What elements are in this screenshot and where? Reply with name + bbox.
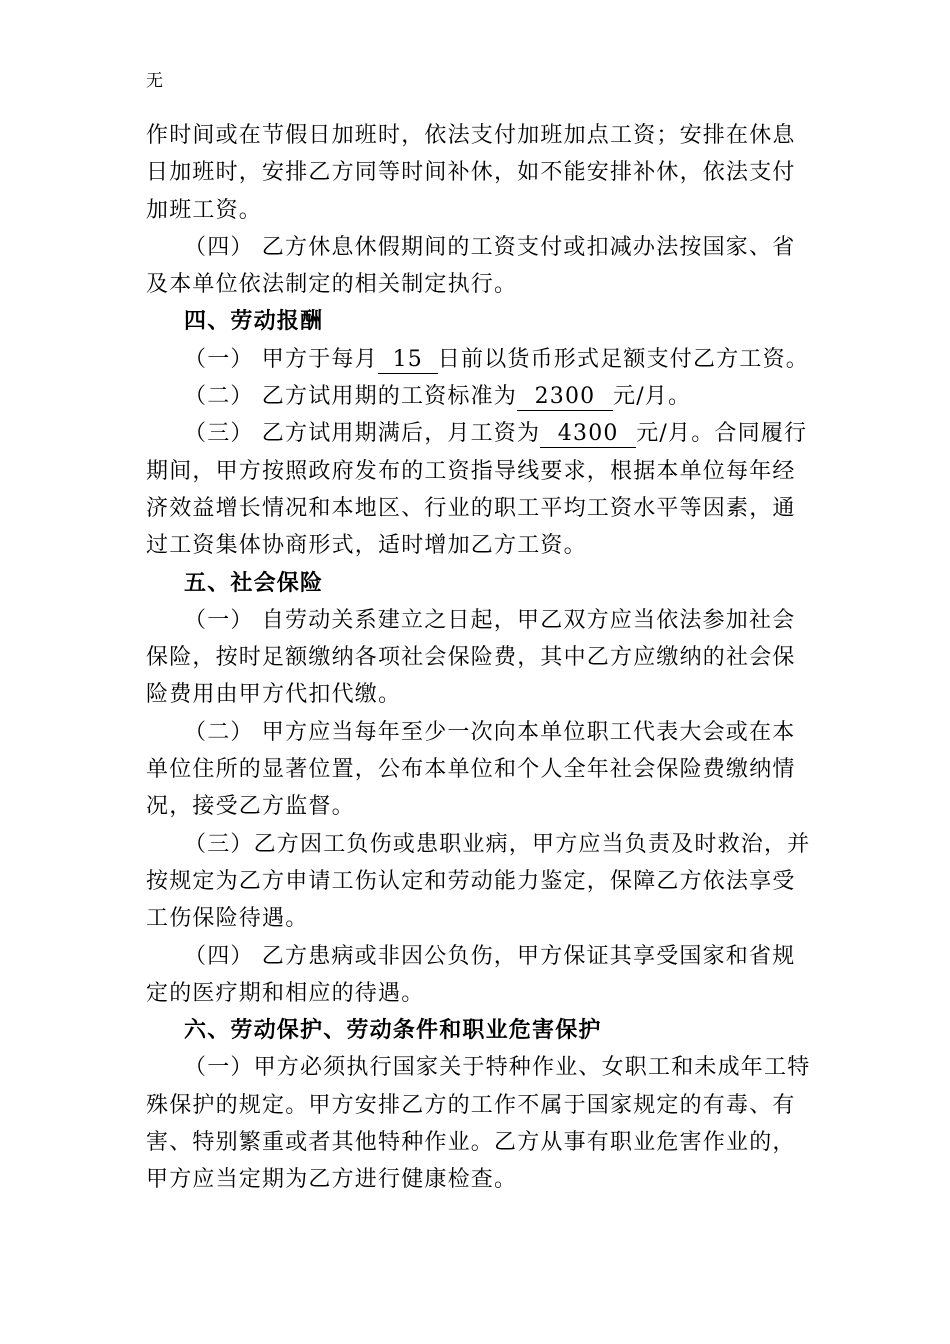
- paragraph-protection-1: （一）甲方必须执行国家关于特种作业、女职工和未成年工特殊保护的规定。甲方安排乙方的工作不属于国家规定的有毒、有害、特别繁重或者其他特种作业。乙方从事有职业危害作业的，甲方应当定期为乙方进行健康检查。: [146, 1055, 811, 1193]
- paragraph-overtime-continued: 作时间或在节假日加班时，依法支付加班加点工资；安排在休息日加班时，安排乙方同等时间补休，如不能安排补休，依法支付加班工资。: [146, 123, 796, 223]
- monthly-wage-prefix: （三） 乙方试用期满后，月工资为: [184, 421, 541, 447]
- probation-wage-suffix: 元/月。: [613, 384, 692, 410]
- section-heading-labor-protection: 六、劳动保护、劳动条件和职业危害保护: [184, 1018, 602, 1044]
- paragraph-insurance-2: （二） 甲方应当每年至少一次向本单位职工代表大会或在本单位住所的显著位置，公布本单位和个人全年社会保险费缴纳情况，接受乙方监督。: [146, 719, 796, 820]
- paragraph-insurance-3: （三）乙方因工负伤或患职业病，甲方应当负责及时救治，并按规定为乙方申请工伤认定和劳动能力鉴定，保障乙方依法享受工伤保险待遇。: [146, 831, 811, 932]
- paragraph-probation-wage: [146, 378, 814, 415]
- pay-day-value: 15: [378, 347, 438, 374]
- monthly-wage-value: 4300: [540, 421, 636, 448]
- paragraph-monthly-wage: [146, 415, 814, 564]
- section-heading-remuneration: 四、劳动报酬: [184, 309, 324, 335]
- paragraph-leave-pay: （四） 乙方休息休假期间的工资支付或扣减办法按国家、省及本单位依法制定的相关制定执行。: [146, 234, 796, 298]
- page-header: 无: [146, 71, 163, 91]
- section-heading-social-insurance: 五、社会保险: [184, 570, 324, 596]
- paragraph-insurance-1: （一） 自劳动关系建立之日起，甲乙双方应当依法参加社会保险，按时足额缴纳各项社会保险费，其中乙方应缴纳的社会保险费用由甲方代扣代缴。: [146, 607, 796, 708]
- probation-wage-value: 2300: [517, 384, 613, 411]
- document-body: [146, 117, 814, 1199]
- pay-day-prefix: （一） 甲方于每月: [184, 346, 378, 372]
- probation-wage-prefix: （二） 乙方试用期的工资标准为: [184, 384, 517, 410]
- monthly-wage-suffix: 元/月。合同履行期间，甲方按照政府发布的工资指导线要求，根据本单位每年经济效益增长情况和本地区、行业的职工平均工资水平等因素，通过工资集体协商形式，适时增加乙方工资。: [146, 421, 808, 559]
- paragraph-pay-day: [146, 341, 814, 378]
- paragraph-insurance-4: （四） 乙方患病或非因公负伤，甲方保证其享受国家和省规定的医疗期和相应的待遇。: [146, 943, 796, 1006]
- pay-day-suffix: 日前以货币形式足额支付乙方工资。: [437, 346, 809, 372]
